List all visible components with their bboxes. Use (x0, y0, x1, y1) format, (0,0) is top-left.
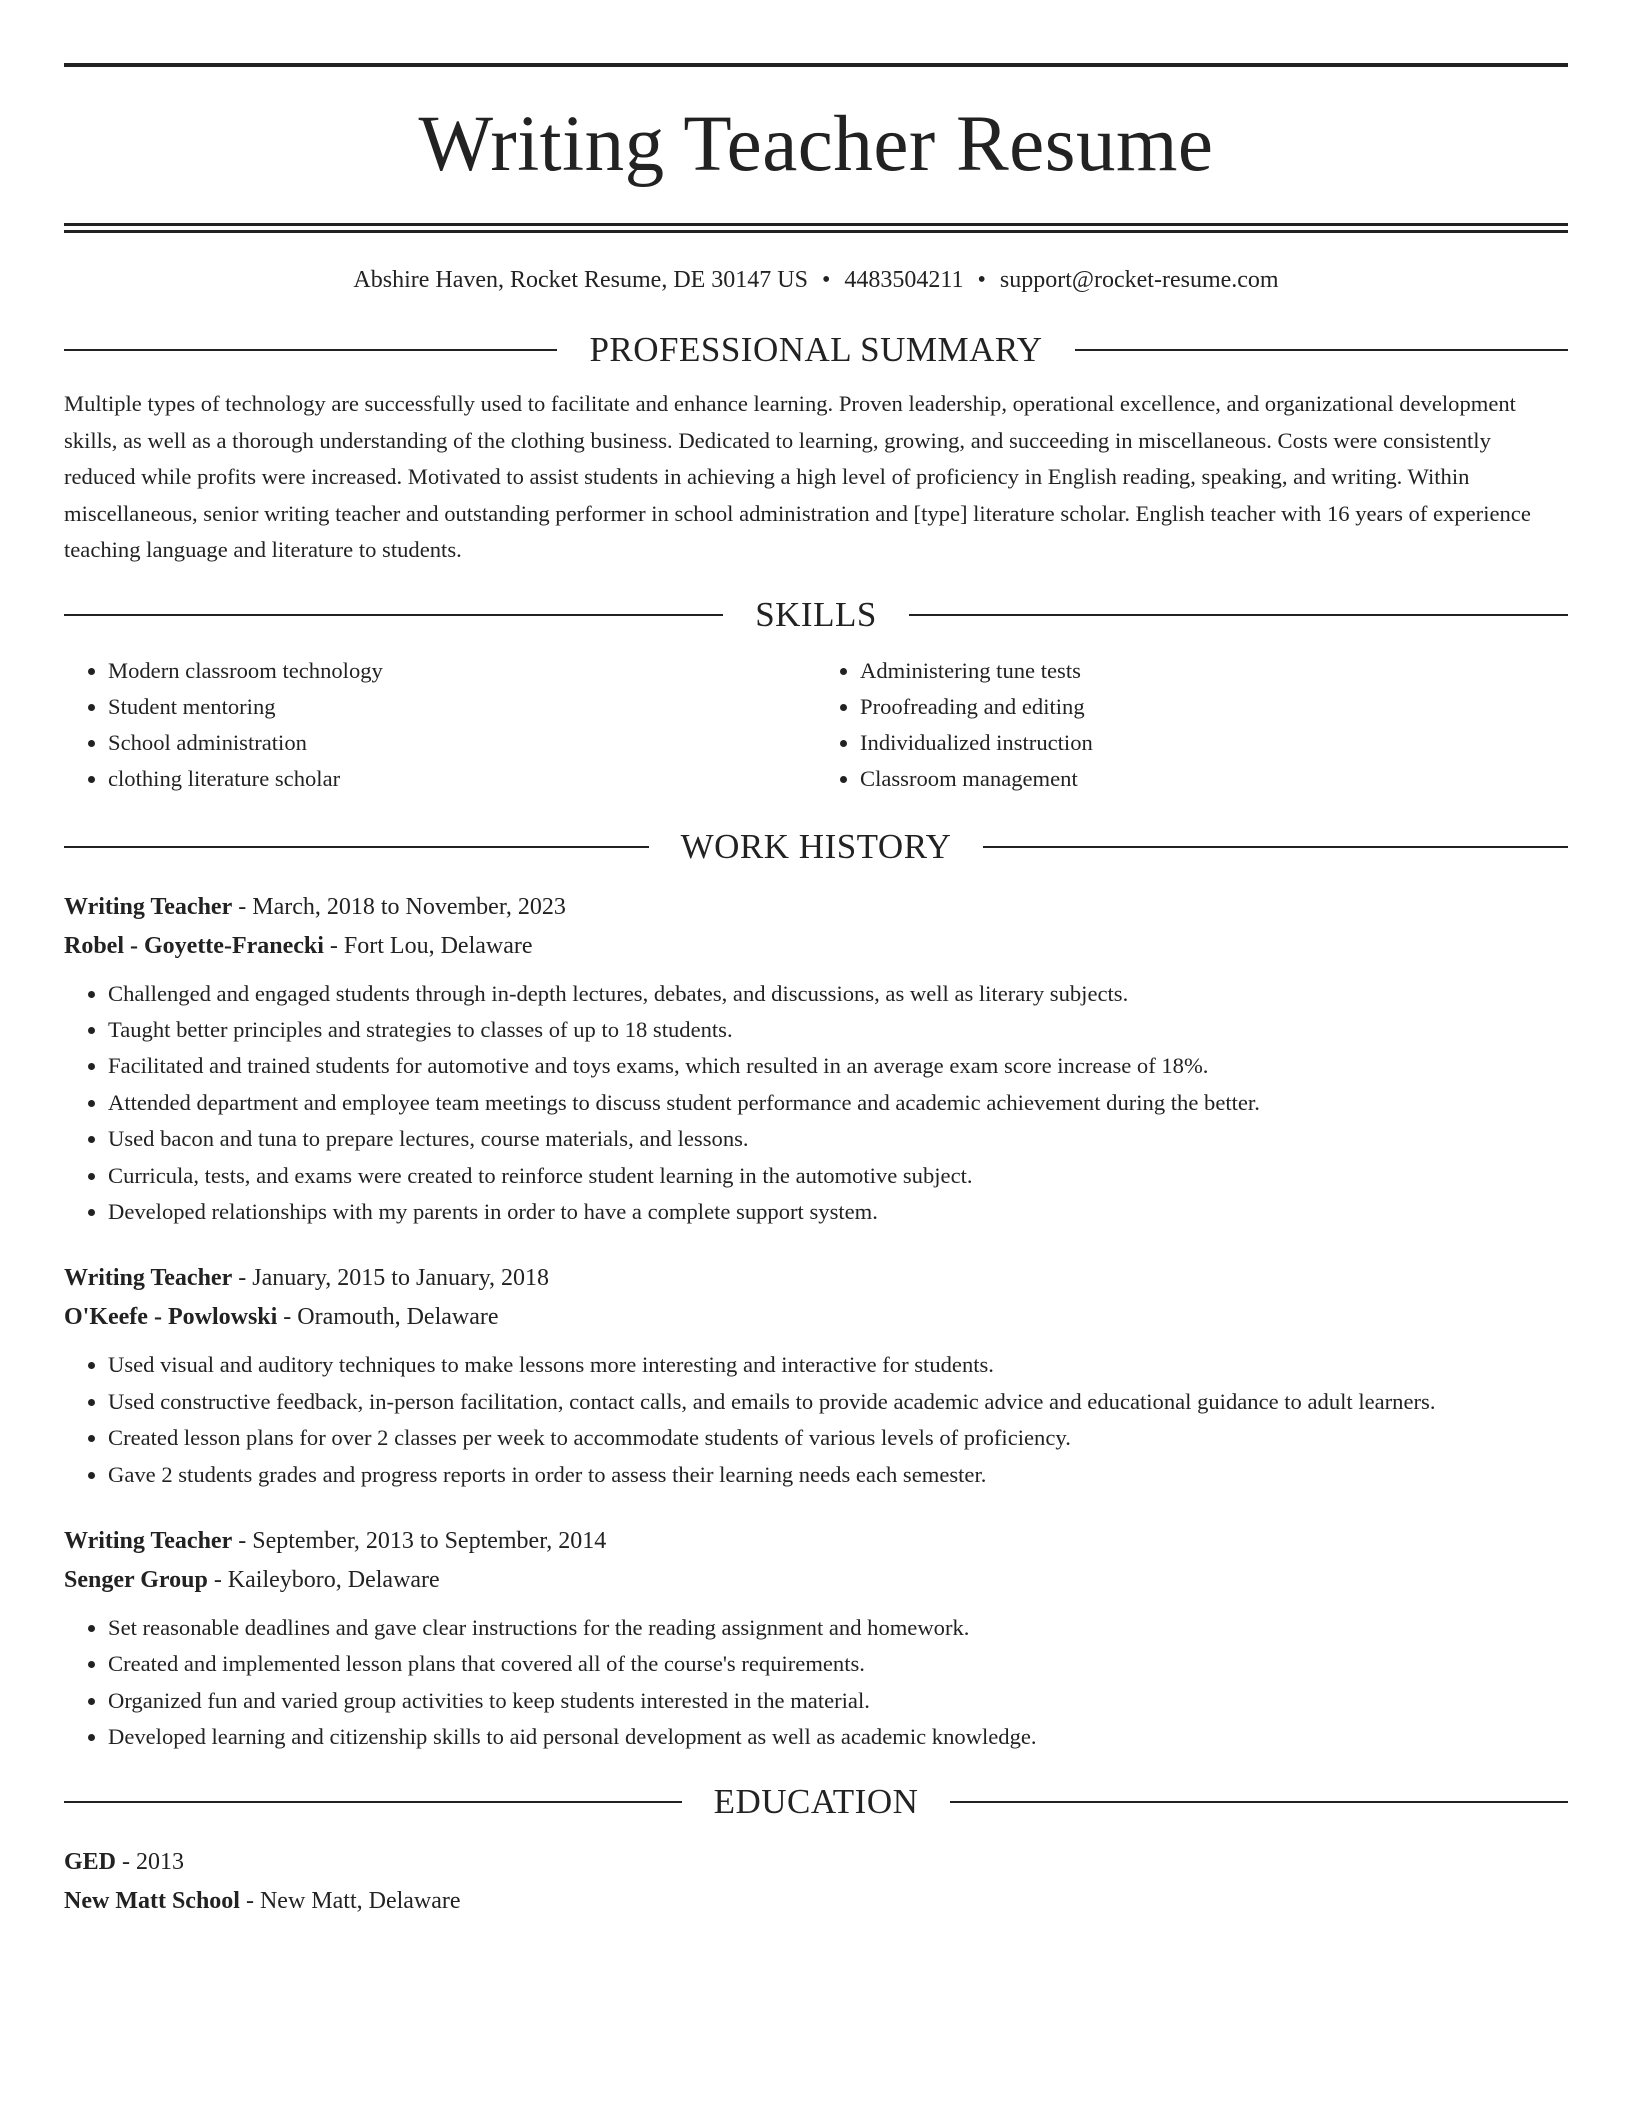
job-dates: - January, 2015 to January, 2018 (232, 1265, 550, 1292)
top-rule (64, 63, 1568, 67)
title-double-rule (64, 223, 1568, 233)
job-title-line (64, 1259, 1568, 1298)
job-bullet: • Created lesson plans for over 2 classes per week to accommodate students of various levels of proficiency. (108, 1420, 1568, 1456)
job-company-line (64, 927, 1568, 966)
job-location: - Kaileyboro, Delaware (207, 1566, 440, 1593)
education-location: - New Matt, Delaware (239, 1887, 461, 1914)
job-title: Writing Teacher (64, 1527, 233, 1554)
job-entry (64, 1522, 1568, 1756)
contact-email: support@rocket-resume.com (999, 267, 1279, 293)
job-bullet: • Curricula, tests, and exams were created to reinforce student learning in the automotive subject. (108, 1158, 1568, 1194)
heading-rule (64, 846, 649, 848)
job-company-line (64, 1561, 1568, 1600)
heading-rule (64, 1801, 682, 1803)
contact-phone: 4483504211 (844, 267, 964, 293)
job-bullets (64, 1347, 1568, 1493)
skill-item: • Administering tune tests (860, 653, 1568, 689)
job-bullets (64, 1610, 1568, 1756)
contact-address: Abshire Haven, Rocket Resume, DE 30147 US (353, 267, 808, 293)
education-degree-line (64, 1843, 1568, 1882)
education-entry (64, 1843, 1568, 1921)
skill-item: • Classroom management (860, 761, 1568, 797)
job-bullet: • Taught better principles and strategies to classes of up to 18 students. (108, 1012, 1568, 1048)
contact-line (64, 265, 1568, 295)
job-bullet: • Developed learning and citizenship skills to aid personal development as well as academic knowledge. (108, 1719, 1568, 1755)
section-heading-work (64, 827, 1568, 867)
contact-separator: • (821, 267, 831, 293)
skills-list (64, 653, 1568, 797)
job-location: - Oramouth, Delaware (277, 1304, 499, 1331)
skill-item: • Individualized instruction (860, 725, 1568, 761)
job-bullet: • Created and implemented lesson plans that covered all of the course's requirements. (108, 1646, 1568, 1682)
heading-rule (950, 1801, 1568, 1803)
section-title: WORK HISTORY (680, 826, 952, 866)
job-company-line (64, 1298, 1568, 1337)
page-title: Writing Teacher Resume (418, 101, 1214, 188)
job-entry (64, 888, 1568, 1231)
section-heading-education (64, 1782, 1568, 1822)
job-bullet: • Facilitated and trained students for automotive and toys exams, which resulted in an average exam score increase of 18%. (108, 1048, 1568, 1084)
job-bullet: • Set reasonable deadlines and gave clear instructions for the reading assignment and homework. (108, 1610, 1568, 1646)
education-year: - 2013 (116, 1848, 185, 1875)
skills-column-left (64, 653, 816, 797)
job-bullet: • Organized fun and varied group activities to keep students interested in the material. (108, 1683, 1568, 1719)
skill-item: • Proofreading and editing (860, 689, 1568, 725)
heading-rule (1075, 349, 1568, 351)
job-bullet: • Gave 2 students grades and progress reports in order to assess their learning needs each semester. (108, 1457, 1568, 1493)
job-bullet: • Developed relationships with my parents in order to have a complete support system. (108, 1194, 1568, 1230)
section-title: SKILLS (755, 594, 877, 634)
summary-paragraph: Multiple types of technology are successfully used to facilitate and enhance learning. Proven leadership, operational excellence, and organizational development skills, as well as a thorough understanding of the clothing business. Dedicated to learning, growing, and succeeding in miscellaneous. Costs were consistently reduced while profits were increased. Motivated to assist students in achieving a high level of proficiency in English reading, speaking, and writing. Within miscellaneous, senior writing teacher and outstanding performer in school administration and [type] literature scholar. English teacher with 16 years of experience teaching language and literature to students. (64, 391, 1531, 562)
job-title: Writing Teacher (64, 1265, 233, 1292)
skill-item: • School administration (108, 725, 816, 761)
job-entry (64, 1259, 1568, 1493)
job-title: Writing Teacher (64, 893, 233, 920)
job-bullet: • Used constructive feedback, in-person facilitation, contact calls, and emails to provide academic advice and educational guidance to adult learners. (108, 1384, 1568, 1420)
job-dates: - March, 2018 to November, 2023 (232, 893, 566, 920)
contact-separator: • (977, 267, 986, 293)
education-school: New Matt School (64, 1887, 240, 1914)
job-bullets (64, 976, 1568, 1231)
job-bullet: • Used visual and auditory techniques to make lessons more interesting and interactive for students. (108, 1347, 1568, 1383)
heading-rule (64, 614, 723, 616)
heading-rule (983, 846, 1568, 848)
job-title-line (64, 888, 1568, 927)
job-bullet: • Used bacon and tuna to prepare lectures, course materials, and lessons. (108, 1121, 1568, 1157)
section-title: PROFESSIONAL SUMMARY (589, 330, 1043, 369)
job-location: - Fort Lou, Delaware (323, 932, 533, 959)
skill-item: • clothing literature scholar (108, 761, 816, 797)
skills-column-right (816, 653, 1568, 797)
job-dates: - September, 2013 to September, 2014 (232, 1527, 607, 1554)
job-company: Robel - Goyette-Franecki (64, 932, 324, 959)
job-company: Senger Group (64, 1566, 208, 1593)
job-bullet: • Challenged and engaged students through in-depth lectures, debates, and discussions, as well as literary subjects. (108, 976, 1568, 1012)
skill-item: • Student mentoring (108, 689, 816, 725)
section-heading-skills (64, 595, 1568, 635)
heading-rule (64, 349, 557, 351)
job-company: O'Keefe - Powlowski (64, 1304, 278, 1331)
job-title-line (64, 1522, 1568, 1561)
education-school-line (64, 1882, 1568, 1921)
skill-item: • Modern classroom technology (108, 653, 816, 689)
section-heading-summary (64, 330, 1568, 370)
education-degree: GED (64, 1848, 117, 1875)
heading-rule (909, 614, 1568, 616)
job-bullet: • Attended department and employee team meetings to discuss student performance and academic achievement during the better. (108, 1085, 1568, 1121)
section-title: EDUCATION (713, 1781, 919, 1821)
